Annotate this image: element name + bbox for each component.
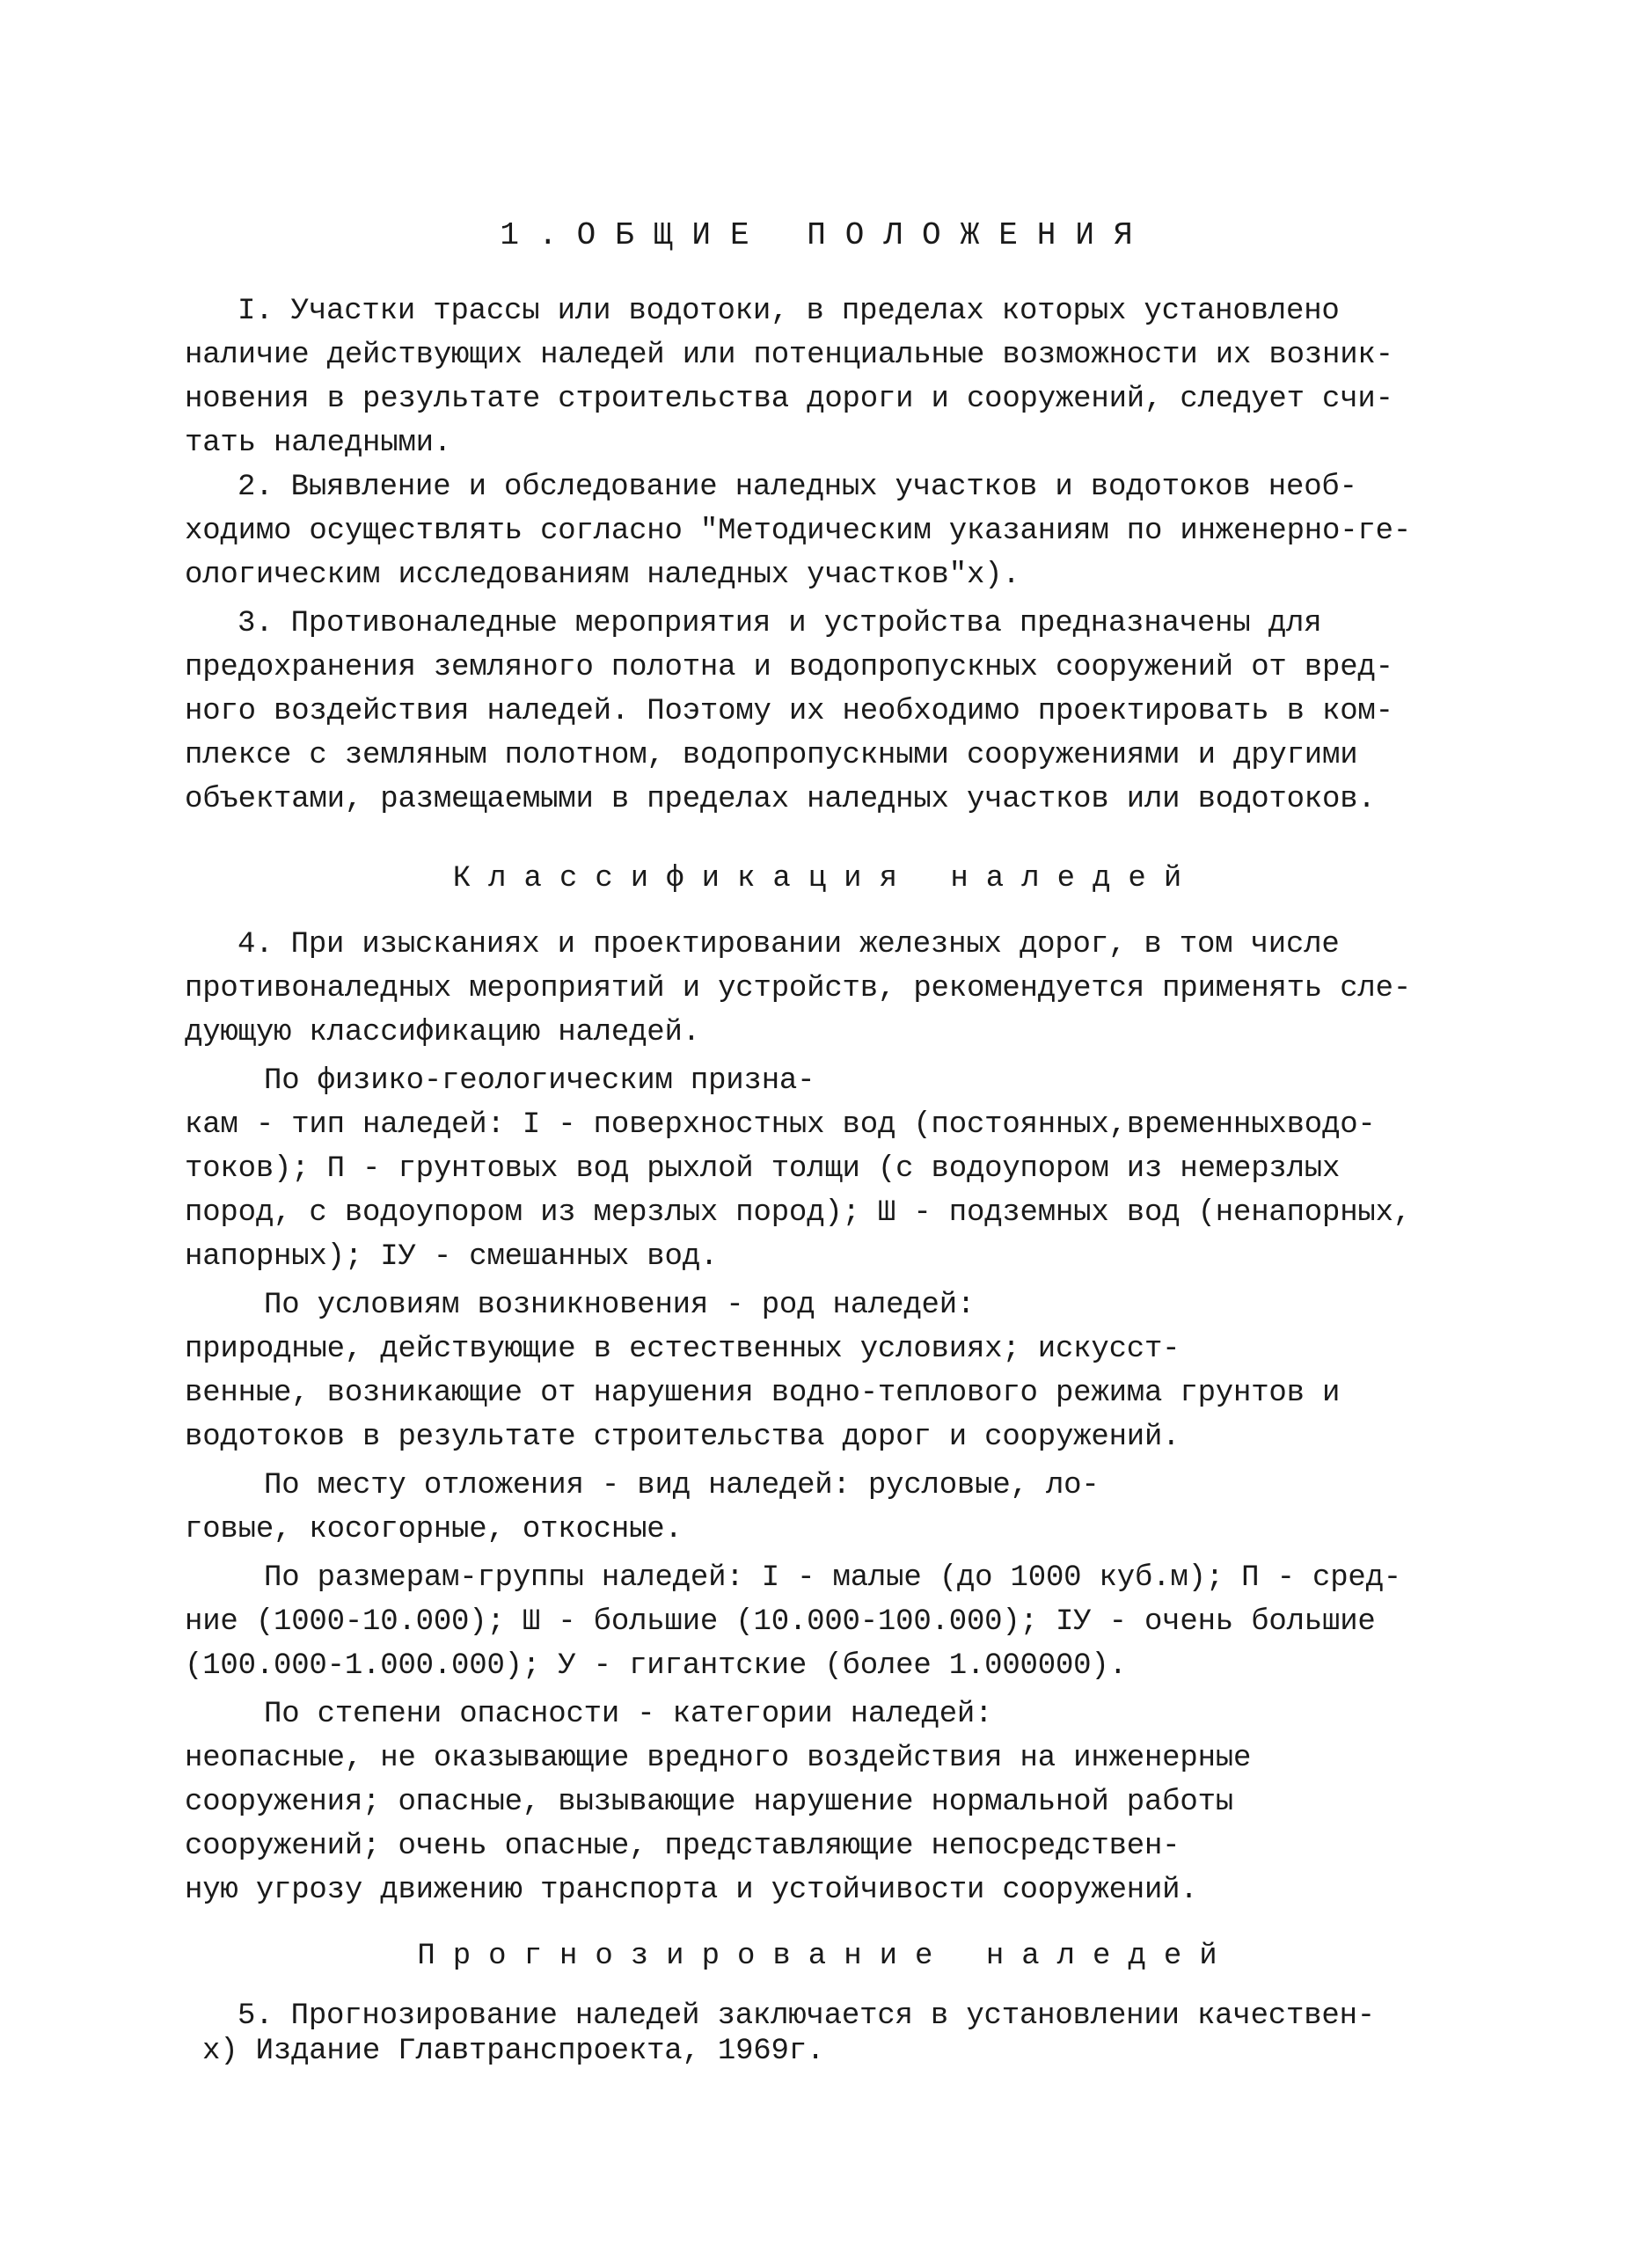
paragraph-line: ходимо осуществлять согласно "Методическим указаниям по инженерно-ге-: [185, 515, 1412, 548]
paragraph-line: 3. Противоналедные мероприятия и устройства предназначены для: [238, 607, 1322, 640]
paragraph-line: неопасные, не оказывающие вредного воздействия на инженерные: [185, 1742, 1252, 1775]
paragraph-line: венные, возникающие от нарушения водно-теплового режима грунтов и: [185, 1377, 1341, 1410]
paragraph-line: По степени опасности - категории наледей:: [264, 1698, 993, 1731]
paragraph-line: предохранения земляного полотна и водопропускных сооружений от вред-: [185, 651, 1393, 684]
paragraph-line: I. Участки трассы или водотоки, в пределах которых установлено: [238, 295, 1340, 328]
section-title: 1.ОБЩИЕ ПОЛОЖЕНИЯ: [500, 217, 1152, 253]
paragraph-line: По месту отложения - вид наледей: русловые, ло-: [264, 1469, 1100, 1502]
paragraph-line: водотоков в результате строительства дорог и сооружений.: [185, 1421, 1181, 1454]
paragraph-line: 5. Прогнозирование наледей заключается в установлении качествен-: [238, 1999, 1376, 2033]
paragraph-line: наличие действующих наледей или потенциальные возможности их возник-: [185, 339, 1393, 372]
paragraph-line: напорных); IУ - смешанных вод.: [185, 1240, 719, 1274]
classification-heading: Классификация наледей: [452, 862, 1200, 895]
paragraph-line: токов); П - грунтовых вод рыхлой толщи (с водоупором из немерзлых: [185, 1152, 1341, 1186]
paragraph-line: По физико-геологическим призна-: [264, 1064, 815, 1098]
paragraph-line: новения в результате строительства дороги и сооружений, следует счи-: [185, 383, 1393, 416]
paragraph-line: тать наледными.: [185, 427, 452, 460]
paragraph-line: 2. Выявление и обследование наледных участков и водотоков необ-: [238, 471, 1357, 504]
paragraph-line: противоналедных мероприятий и устройств, рекомендуется применять сле-: [185, 972, 1412, 1005]
paragraph-line: плексе с земляным полотном, водопропускными сооружениями и другими: [185, 739, 1358, 772]
paragraph-line: природные, действующие в естественных условиях; искусст-: [185, 1333, 1181, 1366]
paragraph-line: 4. При изысканиях и проектировании железных дорог, в том числе: [238, 928, 1340, 961]
paragraph-line: говые, косогорные, откосные.: [185, 1513, 683, 1546]
paragraph-line: объектами, размещаемыми в пределах наледных участков или водотоков.: [185, 783, 1376, 816]
forecast-heading: Прогнозирование наледей: [417, 1940, 1235, 1973]
footnote: x) Издание Главтранспроекта, 1969г.: [202, 2035, 825, 2068]
paragraph-line: ную угрозу движению транспорта и устойчивости сооружений.: [185, 1874, 1198, 1907]
paragraph-line: ного воздействия наледей. Поэтому их необходимо проектировать в ком-: [185, 695, 1393, 728]
paragraph-line: кам - тип наледей: I - поверхностных вод (постоянных,временныхводо-: [185, 1108, 1376, 1142]
paragraph-line: сооружения; опасные, вызывающие нарушение нормальной работы: [185, 1786, 1233, 1819]
paragraph-line: По размерам-группы наледей: I - малые (до 1000 куб.м); П - сред-: [264, 1561, 1402, 1595]
paragraph-line: ологическим исследованиям наледных участков"x).: [185, 559, 1020, 592]
paragraph-line: дующую классификацию наледей.: [185, 1016, 700, 1049]
paragraph-line: ние (1000-10.000); Ш - большие (10.000-100.000); IУ - очень большие: [185, 1605, 1376, 1639]
paragraph-line: сооружений; очень опасные, представляющие непосредствен-: [185, 1830, 1181, 1863]
paragraph-line: По условиям возникновения - род наледей:: [264, 1289, 976, 1322]
paragraph-line: (100.000-1.000.000); У - гигантские (более 1.000000).: [185, 1649, 1127, 1683]
paragraph-line: пород, с водоупором из мерзлых пород); Ш - подземных вод (ненапорных,: [185, 1196, 1412, 1230]
